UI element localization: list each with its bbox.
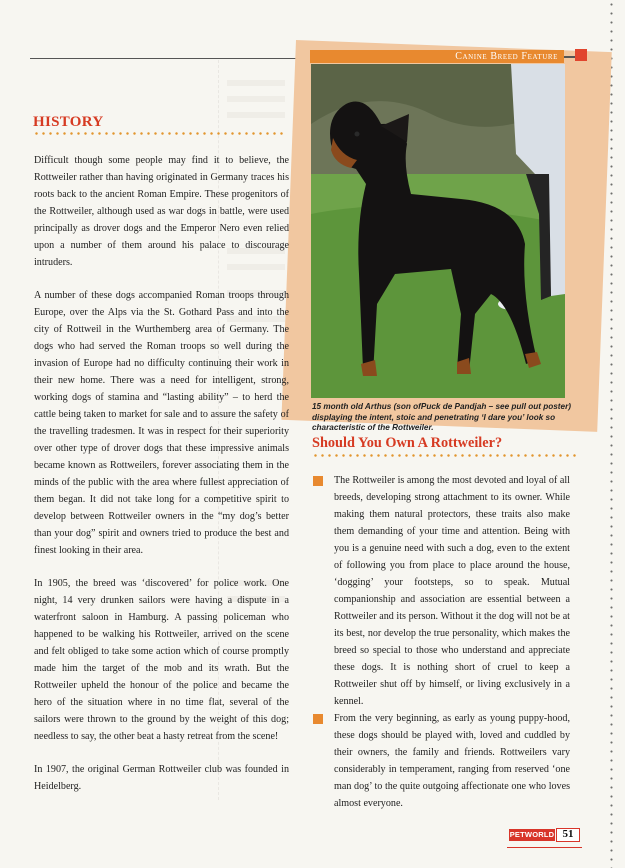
history-dotted-rule (33, 132, 287, 135)
own-paragraph: The Rottweiler is among the most devoted and loyal of all breeds, developing strong attachment to its owner. While making them natural protectors, these traits also make them demanding of your time and attention. Being with you is a genuine need with such a dog, even to the extent of following you from place to place around the house, ‘dogging’ your footsteps, so to speak. Mutual companionship and association are essential between a Rottweiler and its person. Without it the dog will not be at its best, nor develop the true personality, which makes the breed so special to those who understand and appreciate these dogs. It is nothing short of cruel to keep a Rottweiler shut off by himself, or living exclusively in a kennel. (334, 475, 570, 707)
page-number: 51 (556, 828, 580, 842)
petworld-logo: PETWORLD (509, 830, 555, 839)
right-margin-dotted-rule (610, 0, 613, 868)
history-paragraph: Difficult though some people may find it to believe, the Rottweiler rather than having originated in Germany traces his roots back to the ancient Roman Empire. These progenitors of the Rottweiler, although used as war dogs in battle, were used principally as drover dogs and the Emperor Nero even relied upon a number of them around his palace to discourage intruders. (34, 155, 289, 268)
own-column (334, 472, 570, 812)
history-paragraph: A number of these dogs accompanied Roman troops through Europe, over the Alps via the St. Gothard Pass and into the city of Rottweil in the Wurthemberg area of Germany. The dogs who had served the Roman troops so well during the invasion of Europe had no difficulty continuing their work in their new home. There was a need for intelligent, strong, working dogs of stamina and “lasting ability” – to herd the cattle being taken to market for sale and to assure the safety of the travelling tradesmen. It was in respect for their superiority over other type of drover dogs that these impressive animals became known as Rottweilers, forever associating them in the minds of the public with the area where fullest appreciation of them began. It did not take long for a competitive spirit to develop between Rottweiler owners in the “my dog’s better than your dog” spirit and owners tried to produce the best and finest looking in their area. (34, 290, 289, 556)
own-paragraph: From the very beginning, as early as young puppy-hood, these dogs should be played with, loved and cuddled by their owners, the family and friends. Rottweilers vary considerably in temperament, ranging from reserved ‘one man dog’ to the quite outgoing affectionate one who loves almost everyone. (334, 713, 570, 809)
rottweiler-photo (311, 64, 565, 398)
bullet-square-icon (313, 714, 323, 724)
bullet-square-icon (313, 476, 323, 486)
section-label: Canine Breed Feature (310, 50, 564, 63)
history-column (34, 152, 289, 811)
history-paragraph: In 1907, the original German Rottweiler club was founded in Heidelberg. (34, 764, 289, 792)
header-square-icon (575, 49, 587, 61)
rottweiler-illustration (311, 64, 565, 398)
top-rule (30, 58, 310, 59)
history-paragraph: In 1905, the breed was ‘discovered’ for police work. One night, 14 very drunken sailors were having a dispute in a waterfront saloon in Hamburg. A passing policeman who happened to be walking his Rottweiler, arrived on the scene and felt obliged to take some action which of course promptly made him the target of the mob and its wrath. But the Rottweiler upheld the honour of the police and became the hero of the situation where in no time flat, several of the sailors were thrown to the ground by the weight of this dog; needless to say, the other beat a hasty retreat from the scene! (34, 578, 289, 742)
history-heading: HISTORY (33, 114, 104, 130)
footer-line (507, 847, 582, 848)
own-heading: Should You Own A Rottweiler? (312, 435, 503, 451)
own-dotted-rule (312, 454, 576, 457)
photo-caption: 15 month old Arthus (son ofPuck de Pandjah – see pull out poster) displaying the intent, stoic and penetrating ‘I dare you’ look so characteristic of the Rottweiler. (312, 402, 571, 432)
